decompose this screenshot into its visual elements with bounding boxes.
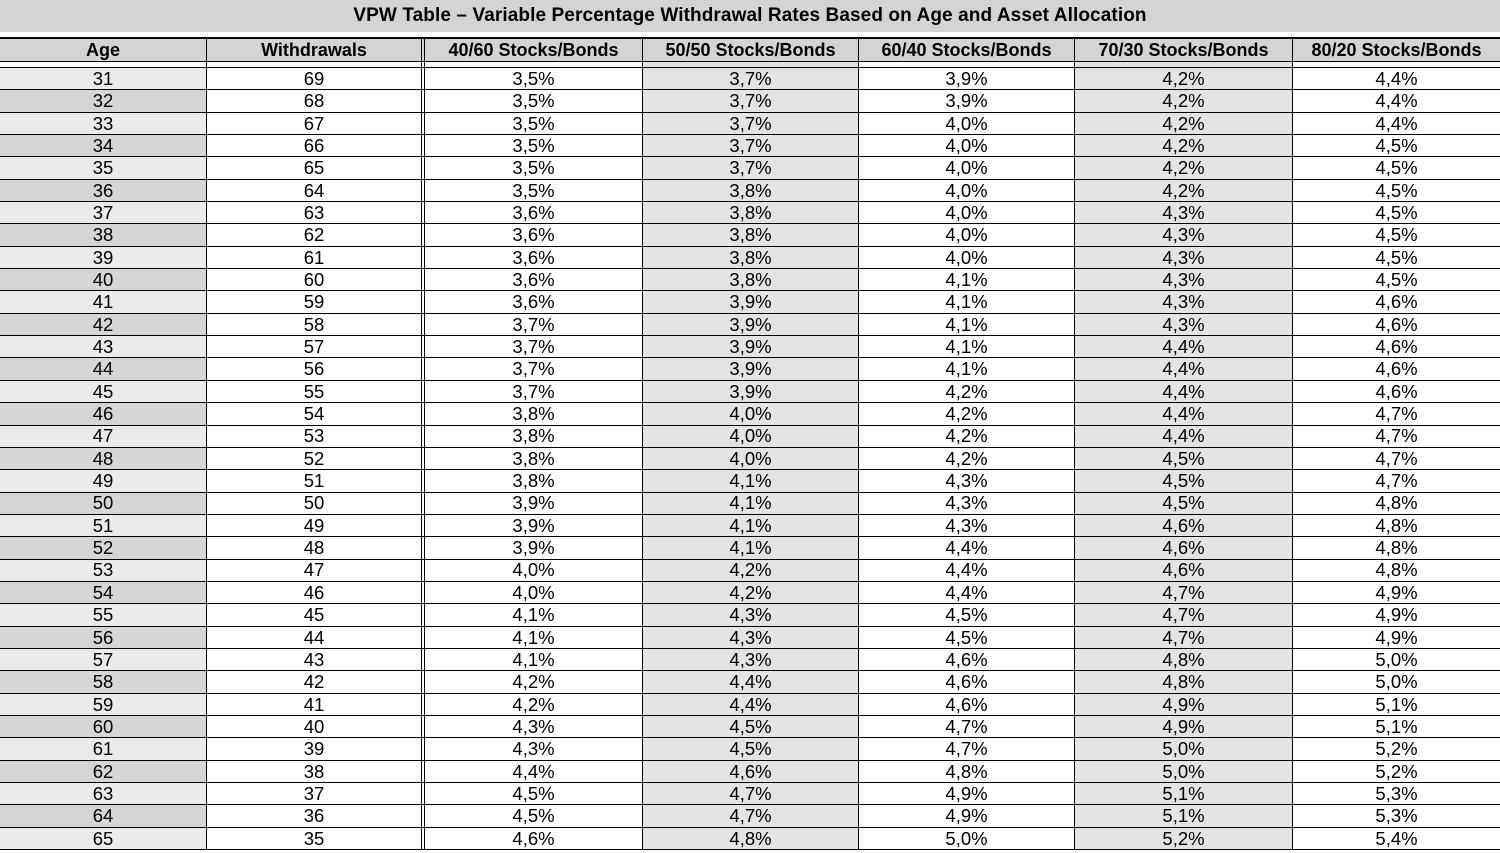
cell-60-40[interactable]: 4,0% — [859, 113, 1075, 134]
cell-50-50[interactable]: 3,7% — [643, 135, 859, 156]
cell-60-40[interactable]: 4,1% — [859, 269, 1075, 290]
cell-60-40[interactable]: 4,2% — [859, 381, 1075, 402]
header-60-40[interactable]: 60/40 Stocks/Bonds — [859, 39, 1075, 61]
cell-40-60[interactable]: 4,2% — [425, 694, 643, 715]
cell-withdrawals[interactable]: 44 — [207, 627, 425, 648]
cell-withdrawals[interactable]: 35 — [207, 828, 425, 849]
table-row — [0, 783, 1500, 805]
cell-50-50[interactable]: 4,7% — [643, 783, 859, 804]
cell-80-20[interactable]: 5,1% — [1375, 693, 1418, 715]
cell-80-20[interactable]: 4,6% — [1375, 336, 1418, 358]
cell-70-30[interactable]: 4,4% — [1075, 381, 1293, 402]
cell-age[interactable]: 40 — [0, 269, 207, 290]
cell-withdrawals[interactable]: 56 — [207, 358, 425, 379]
cell-80-20[interactable]: 4,6% — [1375, 313, 1418, 335]
table-row — [0, 805, 1500, 827]
table-row — [0, 828, 1500, 850]
table-title: VPW Table – Variable Percentage Withdrawal Rates Based on Age and Asset Allocation — [0, 0, 1500, 32]
cell-40-60[interactable]: 3,8% — [425, 470, 643, 491]
cell-40-60[interactable]: 3,8% — [425, 426, 643, 447]
cell-40-60[interactable]: 3,5% — [425, 113, 643, 134]
table-row — [0, 582, 1500, 604]
cell-50-50[interactable]: 4,0% — [643, 403, 859, 424]
cell-50-50[interactable]: 3,8% — [643, 180, 859, 201]
cell-40-60[interactable]: 3,9% — [425, 493, 643, 514]
cell-60-40[interactable]: 4,4% — [859, 582, 1075, 603]
cell-age[interactable]: 34 — [0, 135, 207, 156]
cell-age[interactable]: 65 — [0, 828, 207, 849]
table-row — [0, 738, 1500, 760]
cell-withdrawals[interactable]: 63 — [207, 202, 425, 223]
cell-withdrawals[interactable]: 59 — [207, 291, 425, 312]
cell-60-40[interactable]: 4,0% — [859, 202, 1075, 223]
cell-80-20[interactable]: 5,1% — [1375, 715, 1418, 737]
cell-40-60[interactable]: 3,7% — [425, 358, 643, 379]
cell-60-40[interactable]: 3,9% — [859, 90, 1075, 111]
cell-40-60[interactable]: 4,3% — [425, 738, 643, 759]
cell-70-30[interactable]: 4,7% — [1075, 604, 1293, 625]
cell-age[interactable]: 37 — [0, 202, 207, 223]
cell-age[interactable]: 52 — [0, 537, 207, 558]
table-row — [0, 448, 1500, 470]
cell-50-50[interactable]: 4,8% — [643, 828, 859, 849]
cell-age[interactable]: 45 — [0, 381, 207, 402]
cell-40-60[interactable]: 3,5% — [425, 135, 643, 156]
cell-70-30[interactable]: 4,5% — [1075, 470, 1293, 491]
cell-50-50[interactable]: 3,8% — [643, 202, 859, 223]
table-row — [0, 493, 1500, 515]
cell-70-30[interactable]: 4,8% — [1075, 671, 1293, 692]
cell-age[interactable]: 41 — [0, 291, 207, 312]
cell-70-30[interactable]: 4,2% — [1075, 90, 1293, 111]
cell-withdrawals[interactable]: 36 — [207, 805, 425, 826]
table-row — [0, 537, 1500, 559]
cell-60-40[interactable]: 4,6% — [859, 694, 1075, 715]
cell-withdrawals[interactable]: 39 — [207, 738, 425, 759]
remnant-cell — [207, 62, 425, 67]
cell-withdrawals[interactable]: 50 — [207, 493, 425, 514]
cell-60-40[interactable]: 4,7% — [859, 716, 1075, 737]
cell-60-40[interactable]: 4,5% — [859, 627, 1075, 648]
cell-60-40[interactable]: 4,6% — [859, 671, 1075, 692]
cell-40-60[interactable]: 4,3% — [425, 716, 643, 737]
cell-withdrawals[interactable]: 69 — [207, 68, 425, 89]
remnant-cell — [0, 62, 207, 67]
cell-60-40[interactable]: 4,0% — [859, 247, 1075, 268]
cell-40-60[interactable]: 3,7% — [425, 381, 643, 402]
cell-withdrawals[interactable]: 62 — [207, 224, 425, 245]
table-row — [0, 694, 1500, 716]
cell-60-40[interactable]: 4,2% — [859, 448, 1075, 469]
cell-40-60[interactable]: 3,5% — [425, 180, 643, 201]
cell-50-50[interactable]: 3,7% — [643, 90, 859, 111]
cell-70-30[interactable]: 4,3% — [1075, 202, 1293, 223]
cell-age[interactable]: 35 — [0, 157, 207, 178]
cell-50-50[interactable]: 4,2% — [643, 582, 859, 603]
cell-withdrawals[interactable]: 51 — [207, 470, 425, 491]
cell-70-30[interactable]: 5,0% — [1075, 761, 1293, 782]
cell-80-20[interactable]: 4,5% — [1375, 179, 1418, 201]
cell-80-20[interactable]: 4,6% — [1375, 358, 1418, 380]
cell-60-40[interactable]: 4,8% — [859, 761, 1075, 782]
header-50-50[interactable]: 50/50 Stocks/Bonds — [643, 39, 859, 61]
cell-50-50[interactable]: 4,2% — [643, 560, 859, 581]
cell-withdrawals[interactable]: 61 — [207, 247, 425, 268]
cell-60-40[interactable]: 4,4% — [859, 537, 1075, 558]
cell-50-50[interactable]: 3,8% — [643, 224, 859, 245]
cell-age[interactable]: 57 — [0, 649, 207, 670]
cell-60-40[interactable]: 4,7% — [859, 738, 1075, 759]
cell-withdrawals[interactable]: 67 — [207, 113, 425, 134]
cell-80-20[interactable]: 4,7% — [1375, 447, 1418, 469]
cell-withdrawals[interactable]: 55 — [207, 381, 425, 402]
table-row — [0, 291, 1500, 313]
cell-withdrawals[interactable]: 49 — [207, 515, 425, 536]
cell-70-30[interactable]: 4,9% — [1075, 694, 1293, 715]
header-age[interactable]: Age — [0, 39, 207, 61]
cell-70-30[interactable]: 4,4% — [1075, 426, 1293, 447]
cell-50-50[interactable]: 3,8% — [643, 247, 859, 268]
cell-70-30[interactable]: 4,5% — [1075, 448, 1293, 469]
cell-50-50[interactable]: 4,5% — [643, 716, 859, 737]
cell-40-60[interactable]: 3,5% — [425, 68, 643, 89]
table-row — [0, 627, 1500, 649]
table-row — [0, 157, 1500, 179]
cell-80-20[interactable]: 4,8% — [1375, 537, 1418, 559]
cell-80-20[interactable]: 5,2% — [1375, 738, 1418, 760]
cell-40-60[interactable]: 3,6% — [425, 291, 643, 312]
cell-withdrawals[interactable]: 45 — [207, 604, 425, 625]
cell-60-40[interactable]: 4,0% — [859, 157, 1075, 178]
cell-40-60[interactable]: 3,5% — [425, 90, 643, 111]
table-row — [0, 247, 1500, 269]
cell-withdrawals[interactable]: 46 — [207, 582, 425, 603]
cell-40-60[interactable]: 3,8% — [425, 403, 643, 424]
cell-60-40[interactable]: 4,3% — [859, 493, 1075, 514]
cell-70-30[interactable]: 4,7% — [1075, 627, 1293, 648]
table-row — [0, 314, 1500, 336]
cell-age[interactable]: 56 — [0, 627, 207, 648]
cell-50-50[interactable]: 4,5% — [643, 738, 859, 759]
cell-age[interactable]: 39 — [0, 247, 207, 268]
remnant-cell — [643, 62, 859, 67]
cell-50-50[interactable]: 4,4% — [643, 671, 859, 692]
cell-withdrawals[interactable]: 41 — [207, 694, 425, 715]
cell-80-20[interactable]: 4,7% — [1375, 403, 1418, 425]
cell-50-50[interactable]: 3,9% — [643, 291, 859, 312]
cell-age[interactable]: 43 — [0, 336, 207, 357]
cell-50-50[interactable]: 4,3% — [643, 627, 859, 648]
cell-withdrawals[interactable]: 60 — [207, 269, 425, 290]
cell-40-60[interactable]: 4,4% — [425, 761, 643, 782]
cell-60-40[interactable]: 4,4% — [859, 560, 1075, 581]
table-row — [0, 649, 1500, 671]
cell-80-20[interactable]: 4,5% — [1375, 224, 1418, 246]
cell-40-60[interactable]: 4,5% — [425, 783, 643, 804]
cell-40-60[interactable]: 4,0% — [425, 582, 643, 603]
cell-age[interactable]: 44 — [0, 358, 207, 379]
cell-60-40[interactable]: 4,6% — [859, 649, 1075, 670]
cell-60-40[interactable]: 4,2% — [859, 403, 1075, 424]
cell-50-50[interactable]: 3,9% — [643, 358, 859, 379]
cell-60-40[interactable]: 4,3% — [859, 515, 1075, 536]
cell-70-30[interactable]: 4,3% — [1075, 269, 1293, 290]
cell-80-20[interactable]: 5,3% — [1375, 782, 1418, 804]
cell-70-30[interactable]: 4,9% — [1075, 716, 1293, 737]
cell-40-60[interactable]: 3,6% — [425, 202, 643, 223]
table-row — [0, 671, 1500, 693]
cell-60-40[interactable]: 5,0% — [859, 828, 1075, 849]
cell-70-30[interactable]: 4,2% — [1075, 135, 1293, 156]
cell-withdrawals[interactable]: 65 — [207, 157, 425, 178]
cell-40-60[interactable]: 4,5% — [425, 805, 643, 826]
cell-withdrawals[interactable]: 42 — [207, 671, 425, 692]
cell-80-20[interactable]: 4,6% — [1375, 380, 1418, 402]
cell-80-20[interactable]: 4,5% — [1375, 134, 1418, 156]
column-header-row — [0, 37, 1500, 62]
cell-40-60[interactable]: 4,1% — [425, 627, 643, 648]
cell-80-20[interactable]: 5,4% — [1375, 827, 1418, 849]
cell-40-60[interactable]: 3,6% — [425, 269, 643, 290]
cell-40-60[interactable]: 4,0% — [425, 560, 643, 581]
cell-50-50[interactable]: 4,1% — [643, 515, 859, 536]
cell-40-60[interactable]: 3,9% — [425, 537, 643, 558]
cell-50-50[interactable]: 4,1% — [643, 493, 859, 514]
table-row — [0, 202, 1500, 224]
cell-70-30[interactable]: 4,6% — [1075, 515, 1293, 536]
cell-80-20[interactable]: 4,5% — [1375, 157, 1418, 179]
cell-60-40[interactable]: 4,1% — [859, 336, 1075, 357]
cell-70-30[interactable]: 4,2% — [1075, 157, 1293, 178]
cell-withdrawals[interactable]: 38 — [207, 761, 425, 782]
table-row — [0, 403, 1500, 425]
cell-age[interactable]: 47 — [0, 426, 207, 447]
cell-withdrawals[interactable]: 43 — [207, 649, 425, 670]
table-row — [0, 470, 1500, 492]
cell-50-50[interactable]: 4,0% — [643, 426, 859, 447]
header-40-60[interactable]: 40/60 Stocks/Bonds — [425, 39, 643, 61]
cell-50-50[interactable]: 3,7% — [643, 113, 859, 134]
cell-40-60[interactable]: 4,6% — [425, 828, 643, 849]
cell-age[interactable]: 49 — [0, 470, 207, 491]
cell-withdrawals[interactable]: 66 — [207, 135, 425, 156]
cell-50-50[interactable]: 4,1% — [643, 470, 859, 491]
cell-70-30[interactable]: 4,3% — [1075, 224, 1293, 245]
cell-40-60[interactable]: 3,5% — [425, 157, 643, 178]
cell-age[interactable]: 32 — [0, 90, 207, 111]
cell-age[interactable]: 42 — [0, 314, 207, 335]
cell-80-20[interactable]: 5,0% — [1375, 648, 1418, 670]
cell-70-30[interactable]: 4,2% — [1075, 180, 1293, 201]
cell-70-30[interactable]: 5,2% — [1075, 828, 1293, 849]
cell-50-50[interactable]: 4,4% — [643, 694, 859, 715]
cell-80-20[interactable]: 5,2% — [1375, 760, 1418, 782]
cell-age[interactable]: 51 — [0, 515, 207, 536]
cell-40-60[interactable]: 3,9% — [425, 515, 643, 536]
remnant-cell — [859, 62, 1075, 67]
cell-70-30[interactable]: 5,0% — [1075, 738, 1293, 759]
cell-80-20[interactable]: 4,6% — [1375, 291, 1418, 313]
cell-70-30[interactable]: 4,6% — [1075, 560, 1293, 581]
cell-age[interactable]: 53 — [0, 560, 207, 581]
cell-60-40[interactable]: 4,2% — [859, 426, 1075, 447]
table-row — [0, 426, 1500, 448]
cell-40-60[interactable]: 4,2% — [425, 671, 643, 692]
cell-80-20[interactable]: 4,5% — [1375, 269, 1418, 291]
cell-age[interactable]: 59 — [0, 694, 207, 715]
table-row — [0, 269, 1500, 291]
cell-70-30[interactable]: 4,2% — [1075, 113, 1293, 134]
cell-80-20[interactable]: 4,8% — [1375, 514, 1418, 536]
cell-withdrawals[interactable]: 54 — [207, 403, 425, 424]
cell-60-40[interactable]: 4,9% — [859, 783, 1075, 804]
cell-50-50[interactable]: 3,9% — [643, 314, 859, 335]
cell-withdrawals[interactable]: 48 — [207, 537, 425, 558]
cell-80-20[interactable]: 4,5% — [1375, 201, 1418, 223]
cell-50-50[interactable]: 4,3% — [643, 649, 859, 670]
cell-70-30[interactable]: 4,4% — [1075, 403, 1293, 424]
cell-age[interactable]: 63 — [0, 783, 207, 804]
table-row — [0, 180, 1500, 202]
cell-age[interactable]: 54 — [0, 582, 207, 603]
cell-withdrawals[interactable]: 58 — [207, 314, 425, 335]
cell-60-40[interactable]: 4,1% — [859, 358, 1075, 379]
cell-80-20[interactable]: 4,9% — [1375, 604, 1418, 626]
cell-40-60[interactable]: 3,7% — [425, 314, 643, 335]
cell-60-40[interactable]: 4,1% — [859, 291, 1075, 312]
cell-40-60[interactable]: 3,7% — [425, 336, 643, 357]
cell-age[interactable]: 60 — [0, 716, 207, 737]
remnant-cell — [1293, 62, 1500, 67]
cell-withdrawals[interactable]: 57 — [207, 336, 425, 357]
table-row — [0, 113, 1500, 135]
cell-age[interactable]: 48 — [0, 448, 207, 469]
cell-70-30[interactable]: 4,4% — [1075, 358, 1293, 379]
header-70-30[interactable]: 70/30 Stocks/Bonds — [1075, 39, 1293, 61]
cell-80-20[interactable]: 4,9% — [1375, 581, 1418, 603]
cell-80-20[interactable]: 4,8% — [1375, 559, 1418, 581]
cell-70-30[interactable]: 4,6% — [1075, 537, 1293, 558]
cell-age[interactable]: 62 — [0, 761, 207, 782]
cell-70-30[interactable]: 5,1% — [1075, 805, 1293, 826]
cell-withdrawals[interactable]: 40 — [207, 716, 425, 737]
cell-70-30[interactable]: 5,1% — [1075, 783, 1293, 804]
cell-50-50[interactable]: 3,7% — [643, 157, 859, 178]
cell-50-50[interactable]: 4,3% — [643, 604, 859, 625]
cell-60-40[interactable]: 4,0% — [859, 180, 1075, 201]
cell-40-60[interactable]: 3,6% — [425, 247, 643, 268]
table-row — [0, 90, 1500, 112]
cell-80-20[interactable]: 5,3% — [1375, 805, 1418, 827]
cell-70-30[interactable]: 4,3% — [1075, 314, 1293, 335]
table-row — [0, 381, 1500, 403]
cell-withdrawals[interactable]: 53 — [207, 426, 425, 447]
table-row — [0, 716, 1500, 738]
table-row — [0, 358, 1500, 380]
cell-70-30[interactable]: 4,4% — [1075, 336, 1293, 357]
table-row — [0, 224, 1500, 246]
cell-70-30[interactable]: 4,3% — [1075, 247, 1293, 268]
cell-70-30[interactable]: 4,2% — [1075, 68, 1293, 89]
cell-70-30[interactable]: 4,8% — [1075, 649, 1293, 670]
cell-50-50[interactable]: 3,9% — [643, 381, 859, 402]
header-withdrawals[interactable]: Withdrawals — [207, 39, 425, 61]
cell-age[interactable]: 33 — [0, 113, 207, 134]
cell-50-50[interactable]: 3,9% — [643, 336, 859, 357]
cell-withdrawals[interactable]: 47 — [207, 560, 425, 581]
cell-age[interactable]: 31 — [0, 68, 207, 89]
cell-50-50[interactable]: 3,8% — [643, 269, 859, 290]
cell-70-30[interactable]: 4,7% — [1075, 582, 1293, 603]
table-row — [0, 604, 1500, 626]
table-row — [0, 68, 1500, 90]
cell-50-50[interactable]: 4,6% — [643, 761, 859, 782]
cell-60-40[interactable]: 4,0% — [859, 224, 1075, 245]
cell-withdrawals[interactable]: 52 — [207, 448, 425, 469]
cell-70-30[interactable]: 4,3% — [1075, 291, 1293, 312]
cell-70-30[interactable]: 4,5% — [1075, 493, 1293, 514]
table-body — [0, 68, 1500, 850]
cell-50-50[interactable]: 3,7% — [643, 68, 859, 89]
header-80-20[interactable]: 80/20 Stocks/Bonds — [1311, 39, 1482, 60]
table-row — [0, 135, 1500, 157]
cell-age[interactable]: 36 — [0, 180, 207, 201]
cell-60-40[interactable]: 3,9% — [859, 68, 1075, 89]
cell-80-20[interactable]: 4,7% — [1375, 425, 1418, 447]
cell-40-60[interactable]: 4,1% — [425, 604, 643, 625]
cell-50-50[interactable]: 4,7% — [643, 805, 859, 826]
cell-withdrawals[interactable]: 68 — [207, 90, 425, 111]
table-row — [0, 761, 1500, 783]
cell-40-60[interactable]: 4,1% — [425, 649, 643, 670]
cell-age[interactable]: 58 — [0, 671, 207, 692]
cell-80-20[interactable]: 4,5% — [1375, 246, 1418, 268]
cell-50-50[interactable]: 4,1% — [643, 537, 859, 558]
cell-withdrawals[interactable]: 37 — [207, 783, 425, 804]
cell-withdrawals[interactable]: 64 — [207, 180, 425, 201]
table-row — [0, 560, 1500, 582]
cell-80-20[interactable]: 4,9% — [1375, 626, 1418, 648]
cell-40-60[interactable]: 3,8% — [425, 448, 643, 469]
cell-60-40[interactable]: 4,1% — [859, 314, 1075, 335]
cell-age[interactable]: 61 — [0, 738, 207, 759]
cell-age[interactable]: 55 — [0, 604, 207, 625]
cell-60-40[interactable]: 4,5% — [859, 604, 1075, 625]
cell-80-20[interactable]: 4,4% — [1375, 90, 1418, 112]
cell-80-20[interactable]: 4,4% — [1375, 112, 1418, 134]
cell-age[interactable]: 38 — [0, 224, 207, 245]
cell-80-20[interactable]: 4,4% — [1375, 67, 1418, 89]
cell-80-20[interactable]: 5,0% — [1375, 671, 1418, 693]
remnant-cell — [1075, 62, 1293, 67]
table-row — [0, 515, 1500, 537]
cell-80-20[interactable]: 4,7% — [1375, 470, 1418, 492]
remnant-cell — [425, 62, 643, 67]
table-row — [0, 336, 1500, 358]
cell-80-20[interactable]: 4,8% — [1375, 492, 1418, 514]
cell-60-40[interactable]: 4,0% — [859, 135, 1075, 156]
cell-age[interactable]: 50 — [0, 493, 207, 514]
cell-age[interactable]: 46 — [0, 403, 207, 424]
cell-50-50[interactable]: 4,0% — [643, 448, 859, 469]
cell-40-60[interactable]: 3,6% — [425, 224, 643, 245]
cell-60-40[interactable]: 4,3% — [859, 470, 1075, 491]
cell-age[interactable]: 64 — [0, 805, 207, 826]
cell-60-40[interactable]: 4,9% — [859, 805, 1075, 826]
